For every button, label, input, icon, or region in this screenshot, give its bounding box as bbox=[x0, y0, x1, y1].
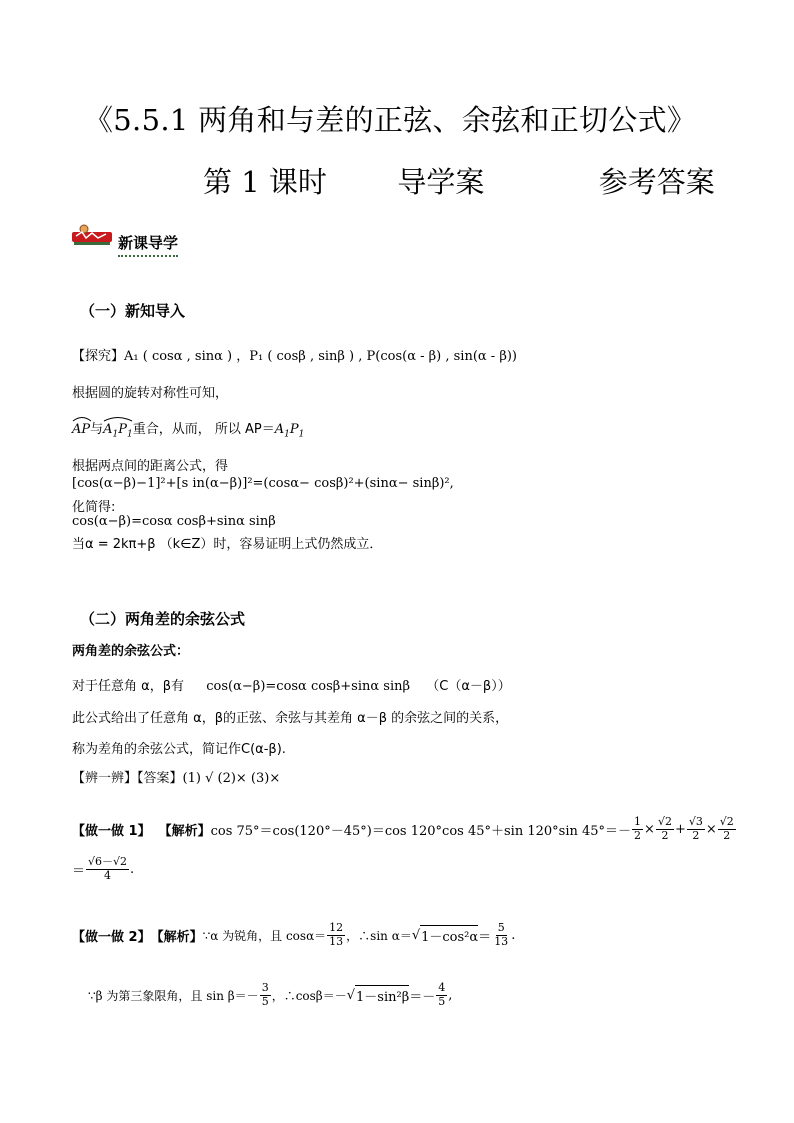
part2-subheading: 两角差的余弦公式： bbox=[72, 644, 190, 659]
fraction-sin-alpha: $\frac{5}{13}$ bbox=[494, 921, 509, 948]
coincide-line bbox=[72, 418, 304, 440]
lesson-number: 第 1 课时 bbox=[203, 165, 327, 199]
doc-subtitle bbox=[203, 160, 715, 201]
practice1-line: 【做一做 1】 【解析】 cos 75°＝cos(120°－45°)＝cos 120°cos 45°＋sin 120°sin 45°＝－ $\frac{1}{2}$ × $\frac{√2}{2}$ + $\frac{√3}{2}$ × $\frac{√2}{2}$ bbox=[72, 815, 734, 842]
explore-text: A₁ ( cosα , sinα ) ，P₁ ( cosβ , sinβ ) , P(cos(α - β) , sin(α - β)) bbox=[124, 349, 517, 364]
when-line: 当α = 2kπ+β （k∈Z）时，容易证明上式仍然成立． bbox=[72, 537, 383, 552]
part2-heading: （二）两角差的余弦公式 bbox=[80, 610, 246, 628]
coincide-a: 与 bbox=[90, 422, 104, 437]
fraction-cos-beta: $\frac{4}{5}$ bbox=[438, 981, 446, 1008]
fraction-sin-beta: $\frac{3}{5}$ bbox=[261, 981, 269, 1008]
judge-tag: 【辨一辨】 bbox=[72, 771, 138, 786]
fraction-root2-half: $\frac{√2}{2}$ bbox=[657, 815, 672, 842]
simplify-line: 化简得: bbox=[72, 500, 116, 515]
practice1-tag: 【做一做 1】 bbox=[72, 823, 151, 839]
fraction-root3-half: $\frac{√3}{2}$ bbox=[688, 815, 703, 842]
practice2-text-c: ∵β 为第三象限角，且 sin β＝－ bbox=[88, 988, 259, 1003]
rotation-line: 根据圆的旋转对称性可知， bbox=[72, 386, 229, 401]
any-angle-text: 对于任意角 α，β有 bbox=[72, 679, 184, 694]
answer-tag: 【答案】 bbox=[137, 771, 183, 786]
lesson-type: 导学案 bbox=[397, 165, 485, 199]
practice2-text-a: ∵α 为锐角，且 cosα＝ bbox=[202, 928, 327, 943]
section-badge-label: 新课导学 bbox=[118, 232, 178, 257]
explore-tag: 【探究】 bbox=[72, 349, 125, 364]
result-equation: cos(α−β)=cosα cosβ+sinα sinβ bbox=[72, 514, 276, 529]
practice2-text-d: ，∴cosβ＝－ bbox=[271, 988, 347, 1003]
sqrt-expression-2: 1－sin²β bbox=[355, 985, 409, 1005]
distance-equation: [cos(α−β)−1]²+[s in(α−β)]²=(cosα− cosβ)²+(sinα− sinβ)², bbox=[72, 476, 454, 491]
section-badge-icon bbox=[70, 222, 114, 248]
cos-difference-formula: cos(α−β)=cosα cosβ+sinα sinβ bbox=[206, 679, 410, 694]
coincide-b: 重合，从而， 所以 AP＝ bbox=[132, 422, 275, 437]
sqrt-expression-1: 1－cos²α bbox=[420, 925, 478, 945]
fraction-root2-half-b: $\frac{√2}{2}$ bbox=[719, 815, 734, 842]
practice1-analysis-tag: 【解析】 bbox=[158, 823, 211, 839]
formula-tag: （C（α－β）） bbox=[426, 679, 511, 694]
practice1-result: ＝ $\frac{√6-√2}{4}$ . bbox=[72, 855, 135, 882]
fraction-result: $\frac{√6-√2}{4}$ bbox=[88, 855, 128, 882]
fraction-one-half: $\frac{1}{2}$ bbox=[634, 815, 642, 842]
a1p1-segment: $A_1P_1$ bbox=[274, 422, 305, 440]
relation-line: 此公式给出了任意角 α，β的正弦、余弦与其差角 α－β 的余弦之间的关系， bbox=[72, 711, 509, 726]
practice2-line2: ∵β 为第三象限角，且 sin β＝－ $\frac{3}{5}$ ，∴cosβ＝－ √ 1－sin²β ＝－ $\frac{4}{5}$ , bbox=[88, 981, 453, 1008]
fraction-cos-alpha: $\frac{12}{13}$ bbox=[329, 921, 344, 948]
explore-line bbox=[72, 345, 517, 364]
distance-line: 根据两点间的距离公式，得 bbox=[72, 459, 229, 474]
arc-a1p1: $A_1P_1$ bbox=[103, 422, 133, 440]
judge-line bbox=[72, 767, 280, 786]
practice2-line1: 【做一做 2】 【解析】 ∵α 为锐角，且 cosα＝ $\frac{12}{13}$ ，∴sin α＝ √ 1－cos²α ＝ $\frac{5}{13}$ . bbox=[72, 921, 516, 948]
name-line: 称为差角的余弦公式，简记作C(α-β). bbox=[72, 742, 286, 757]
practice2-text-b: ，∴sin α＝ bbox=[346, 928, 412, 943]
practice2-analysis-tag: 【解析】 bbox=[150, 929, 203, 945]
doc-title: 《5.5.1 两角和与差的正弦、余弦和正切公式》 bbox=[84, 103, 697, 137]
formula-line bbox=[72, 675, 511, 694]
answer-label: 参考答案 bbox=[598, 165, 715, 199]
practice1-expression: cos 75°＝cos(120°－45°)＝cos 120°cos 45°＋sin 120°sin 45°＝－ bbox=[210, 823, 632, 839]
arc-ap: AP bbox=[72, 422, 90, 437]
judge-answers: (1) √ (2)× (3)× bbox=[182, 771, 281, 786]
practice2-tag: 【做一做 2】 bbox=[72, 929, 151, 945]
part1-heading: （一）新知导入 bbox=[80, 302, 186, 320]
